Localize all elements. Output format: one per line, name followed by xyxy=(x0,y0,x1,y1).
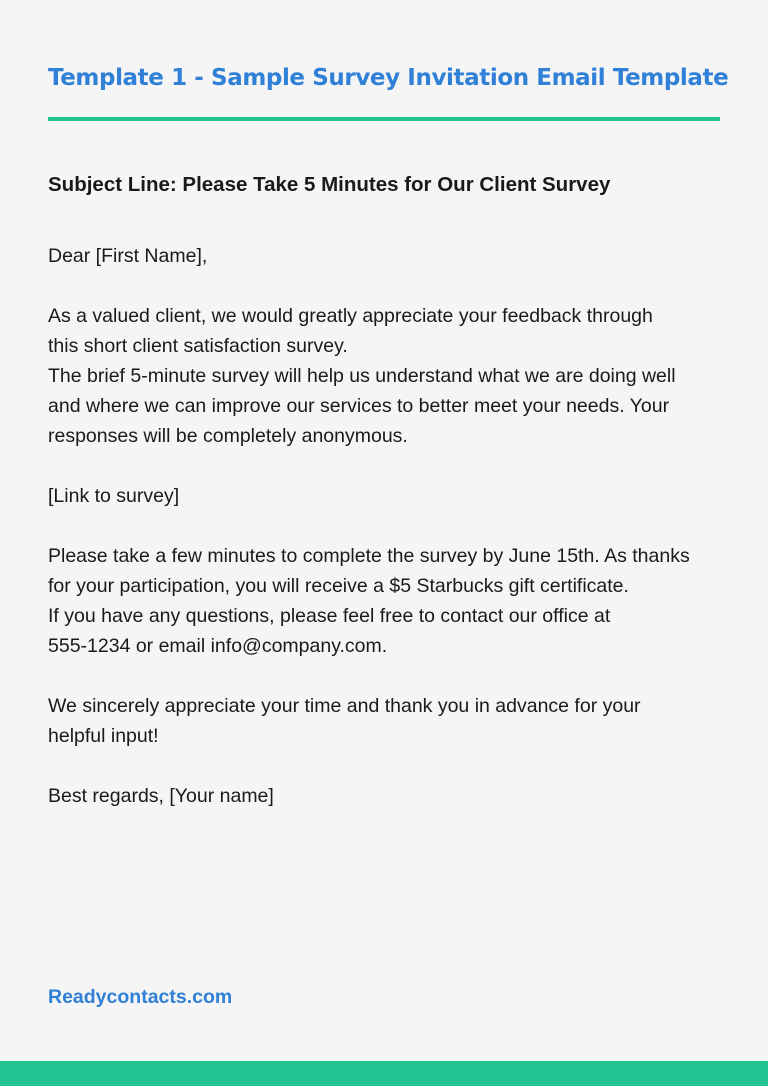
paragraph3-line: We sincerely appreciate your time and thank you in advance for your xyxy=(48,695,641,717)
paragraph-spacer xyxy=(48,511,728,541)
paragraph-spacer xyxy=(48,661,728,691)
email-signoff: Best regards, [Your name] xyxy=(48,785,274,807)
paragraph1-line: As a valued client, we would greatly appreciate your feedback through xyxy=(48,305,653,327)
paragraph2-line: Please take a few minutes to complete the survey by June 15th. As thanks xyxy=(48,545,690,567)
footer-website-link[interactable]: Readycontacts.com xyxy=(48,986,233,1008)
paragraph3-line: helpful input! xyxy=(48,725,159,747)
footer-accent-bar xyxy=(0,1061,768,1086)
paragraph1-line: and where we can improve our services to better meet your needs. Your xyxy=(48,395,670,417)
paragraph-spacer xyxy=(48,271,728,301)
email-greeting: Dear [First Name], xyxy=(48,245,208,267)
paragraph2-line: 555-1234 or email info@company.com. xyxy=(48,635,388,657)
email-body xyxy=(48,241,728,811)
survey-link-placeholder: [Link to survey] xyxy=(48,485,180,507)
email-subject-line: Subject Line: Please Take 5 Minutes for Our Client Survey xyxy=(48,173,611,196)
paragraph2-line: If you have any questions, please feel free to contact our office at xyxy=(48,605,611,627)
paragraph1-line: responses will be completely anonymous. xyxy=(48,425,408,447)
paragraph-spacer xyxy=(48,751,728,781)
paragraph1-line: this short client satisfaction survey. xyxy=(48,335,348,357)
page-title: Template 1 - Sample Survey Invitation Email Template xyxy=(48,65,729,91)
paragraph-spacer xyxy=(48,451,728,481)
paragraph1-line: The brief 5-minute survey will help us understand what we are doing well xyxy=(48,365,676,387)
title-divider xyxy=(48,117,720,121)
paragraph2-line: for your participation, you will receive a $5 Starbucks gift certificate. xyxy=(48,575,629,597)
